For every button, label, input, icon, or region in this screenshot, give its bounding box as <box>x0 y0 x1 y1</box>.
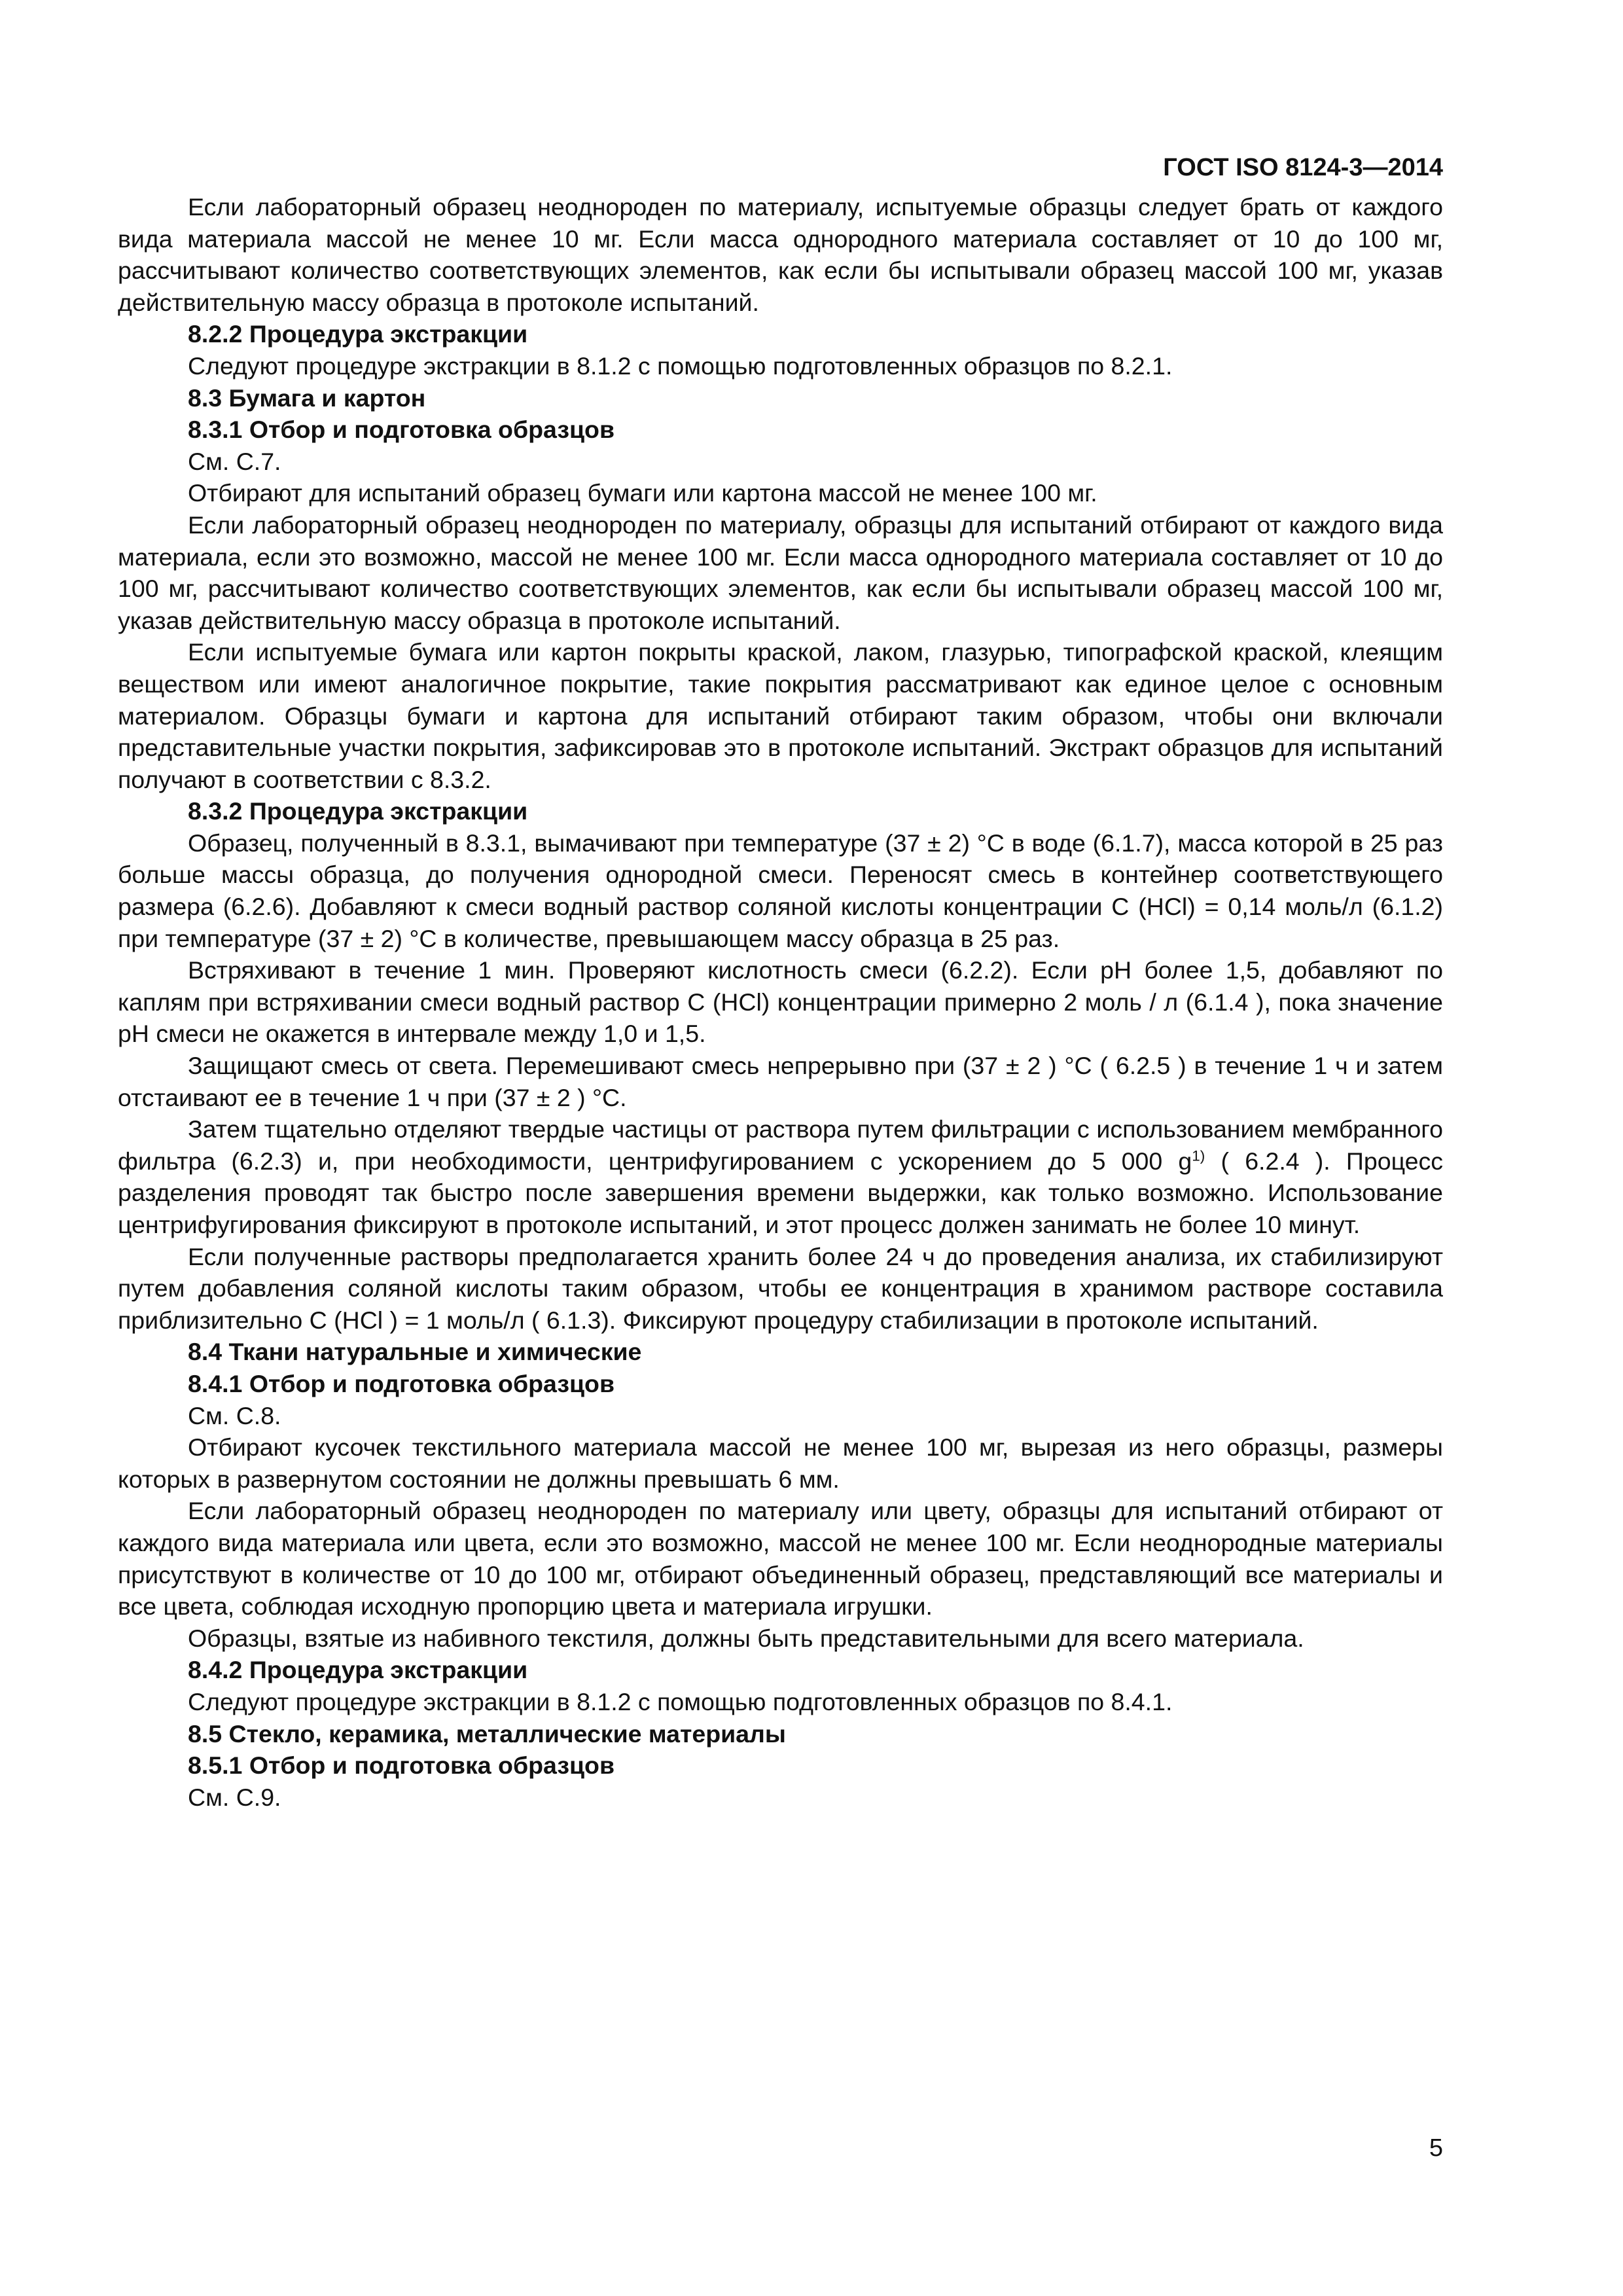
paragraph: Если лабораторный образец неоднороден по материалу, образцы для испытаний отбирают от каждого вида материала, если это возможно, массой не менее 100 мг. Если масса однородного материала составляет от 10 до 100 мг, рассчитывают количество соответствующих элементов, как если бы испытывали образец массой 100 мг, указав действительную массу образца в протоколе испытаний. <box>118 511 1443 634</box>
document-body <box>118 191 1443 1813</box>
paragraph: Если лабораторный образец неоднороден по материалу, испытуемые образцы следует брать от каждого вида материала массой не менее 10 мг. Если масса однородного материала составляет от 10 до 100 мг, рассчитывают количество соответствующих элементов, как если бы испытывали образец массой 100 мг, указав действительную массу образца в протоколе испытаний. <box>118 193 1443 316</box>
cross-reference: См. С.7. <box>188 447 281 475</box>
page-number: 5 <box>1429 2134 1443 2162</box>
section-heading: 8.4 Ткани натуральные и химические <box>188 1338 642 1366</box>
footnote-marker: 1) <box>1192 1147 1205 1164</box>
section-heading: 8.3 Бумага и картон <box>188 384 426 412</box>
standard-header: ГОСТ ISO 8124-3—2014 <box>1163 154 1443 181</box>
paragraph: Следуют процедуре экстракции в 8.1.2 с помощью подготовленных образцов по 8.4.1. <box>188 1687 1173 1715</box>
cross-reference: См. С.9. <box>188 1783 281 1811</box>
paragraph-text-continued: ( 6.2.4 ). Процесс разделения проводят так быстро после завершения времени выдержки, как только возможно. Использование центрифугирования фиксируют в протоколе испытаний, и этот процесс должен занимать не более 10 минут. <box>118 1147 1443 1238</box>
paragraph: Если полученные растворы предполагается хранить более 24 ч до проведения анализа, их стабилизируют путем добавления соляной кислоты таким образом, чтобы ее концентрация в хранимом растворе составила приблизительно С (HCl ) = 1 моль/л ( 6.1.3). Фиксируют процедуру стабилизации в протоколе испытаний. <box>118 1242 1443 1334</box>
paragraph: Защищают смесь от света. Перемешивают смесь непрерывно при (37 ± 2 ) °С ( 6.2.5 ) в течение 1 ч и затем отстаивают ее в течение 1 ч при (37 ± 2 ) °С. <box>118 1052 1443 1111</box>
section-heading: 8.5 Стекло, керамика, металлические материалы <box>188 1719 786 1748</box>
section-heading: 8.4.1 Отбор и подготовка образцов <box>188 1369 615 1397</box>
section-heading: 8.3.1 Отбор и подготовка образцов <box>188 416 615 444</box>
section-heading: 8.4.2 Процедура экстракции <box>188 1656 528 1684</box>
document-page <box>118 0 1443 2296</box>
paragraph: Отбирают для испытаний образец бумаги или картона массой не менее 100 мг. <box>188 479 1097 507</box>
section-heading: 8.2.2 Процедура экстракции <box>188 320 528 348</box>
paragraph: Следуют процедуре экстракции в 8.1.2 с помощью подготовленных образцов по 8.2.1. <box>188 351 1173 380</box>
cross-reference: См. С.8. <box>188 1401 281 1429</box>
paragraph: Встряхивают в течение 1 мин. Проверяют кислотность смеси (6.2.2). Если рН более 1,5, добавляют по каплям при встряхивании смеси водный раствор С (HCl) концентрации примерно 2 моль / л (6.1.4 ), пока значение рН смеси не окажется в интервале между 1,0 и 1,5. <box>118 956 1443 1048</box>
paragraph: Образец, полученный в 8.3.1, вымачивают при температуре (37 ± 2) °С в воде (6.1.7), масса которой в 25 раз больше массы образца, до получения однородной смеси. Переносят смесь в контейнер соответствующего размера (6.2.6). Добавляют к смеси водный раствор соляной кислоты концентрации С (HCl) = 0,14 моль/л (6.1.2) при температуре (37 ± 2) °С в количестве, превышающем массу образца в 25 раз. <box>118 829 1443 952</box>
section-heading: 8.3.2 Процедура экстракции <box>188 797 528 825</box>
paragraph-text: Затем тщательно отделяют твердые частицы от раствора путем фильтрации с использованием мембранного фильтра (6.2.3) и, при необходимости, центрифугированием с ускорением до 5 000 g <box>118 1115 1443 1175</box>
paragraph: Образцы, взятые из набивного текстиля, должны быть представительными для всего материала. <box>188 1624 1304 1652</box>
paragraph-with-footnote <box>118 1113 1443 1240</box>
section-heading: 8.5.1 Отбор и подготовка образцов <box>188 1751 615 1780</box>
paragraph: Если лабораторный образец неоднороден по материалу или цвету, образцы для испытаний отбирают от каждого вида материала или цвета, если это возможно, массой не менее 100 мг. Если неоднородные материалы присутствуют в количестве от 10 до 100 мг, отбирают объединенный образец, представляющий все материалы и все цвета, соблюдая исходную пропорцию цвета и материала игрушки. <box>118 1497 1443 1621</box>
paragraph: Если испытуемые бумага или картон покрыты краской, лаком, глазурью, типографской краской, клеящим веществом или имеют аналогичное покрытие, такие покрытия рассматривают как единое целое с основным материалом. Образцы бумаги и картона для испытаний отбирают таким образом, чтобы они включали представительные участки покрытия, зафиксировав это в протоколе испытаний. Экстракт образцов для испытаний получают в соответствии с 8.3.2. <box>118 638 1443 793</box>
paragraph: Отбирают кусочек текстильного материала массой не менее 100 мг, вырезая из него образцы, размеры которых в развернутом состоянии не должны превышать 6 мм. <box>118 1433 1443 1493</box>
